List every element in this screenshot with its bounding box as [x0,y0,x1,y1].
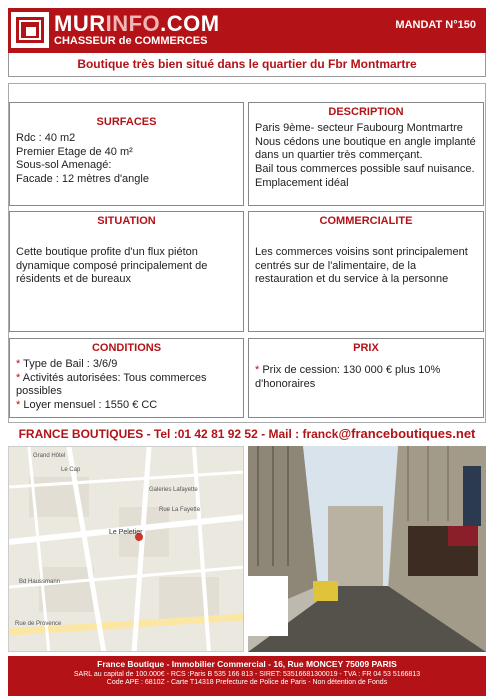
description-text: Paris 9ème- secteur Faubourg Montmartre Nous cédons une boutique en angle implanté dans un quartier très commerçant. [255,121,476,162]
commercialite-box [248,211,484,332]
footer-address: France Boutique - Immobilier Commercial - 16, Rue MONCEY 75009 PARIS [97,659,397,669]
main-content [8,83,486,423]
header-banner [8,8,486,53]
surfaces-line: Rdc : 40 m2 [16,131,76,144]
prix-box [248,338,484,418]
contact-email-domain[interactable]: @franceboutiques.net [338,426,476,441]
situation-box [9,211,244,332]
situation-heading: SITUATION [97,215,156,227]
footer-legal-2: Code APE : 6810Z - Carte T14318 Prefecture de Police de Paris - Non détention de Fonds [106,679,388,686]
prix-text: * Prix de cession: 130 000 € plus 10% d'honoraires [255,363,441,390]
murinfo-logo-icon [11,12,49,48]
conditions-box [9,338,244,418]
street-photo [248,446,486,652]
commercialite-heading: COMMERCIALITE [319,215,413,227]
mandat-number: MANDAT N°150 [395,19,476,31]
commercialite-text: Les commerces voisins sont principalement centrés sur de l'alimentaire, de la restauration et du service à la personne [255,245,468,286]
description-box [248,102,484,206]
description-heading: DESCRIPTION [328,106,404,118]
surfaces-line: Sous-sol Amenagé: [16,159,112,172]
map-label: Rue de Provence [15,621,62,627]
map-marker-label: Le Peletier [109,529,143,536]
footer-legal: SARL au capital de 100.000€ - RCS :Paris B 535 166 813 - SIRET: 53516681300019 - TVA : FR 04 53 5166813 [73,671,421,678]
surfaces-line: Premier Etage de 40 m² [16,145,133,158]
location-map[interactable] [8,446,244,652]
footer-banner [8,656,486,696]
map-label: Grand Hôtel [33,453,66,459]
conditions-item: * Type de Bail : 3/6/9 [16,357,118,370]
map-label: Galeries Lafayette [149,487,198,493]
conditions-item: * Loyer mensuel : 1550 € CC [16,399,158,411]
map-label: Rue La Fayette [159,507,201,513]
situation-text: Cette boutique profite d'un flux piéton dynamique composé principalement de résidents et de bureaux [16,245,208,286]
surfaces-heading: SURFACES [96,116,157,128]
surfaces-line: Facade : 12 mètres d'angle [16,173,149,185]
map-label: Le Cap [61,467,81,473]
description-text-2: Bail tous commerces possible sauf nuisance. Emplacement idéal [255,163,475,189]
surfaces-box [9,102,244,206]
listing-title: Boutique très bien situé dans le quartier du Fbr Montmartre [8,53,486,77]
conditions-item: * Activités autorisées: Tous commerces possibles [16,371,207,398]
conditions-heading: CONDITIONS [91,342,162,354]
brand-name: MURINFO.COM [54,11,220,36]
street-photo-graphic [248,446,486,652]
contact-line: FRANCE BOUTIQUES - Tel :01 42 81 92 52 - Mail : franck@franceboutiques.net [18,426,476,441]
map-label: Bd Haussmann [19,579,61,585]
prix-heading: PRIX [353,342,379,354]
brand-tagline: CHASSEUR de COMMERCES [54,35,208,47]
